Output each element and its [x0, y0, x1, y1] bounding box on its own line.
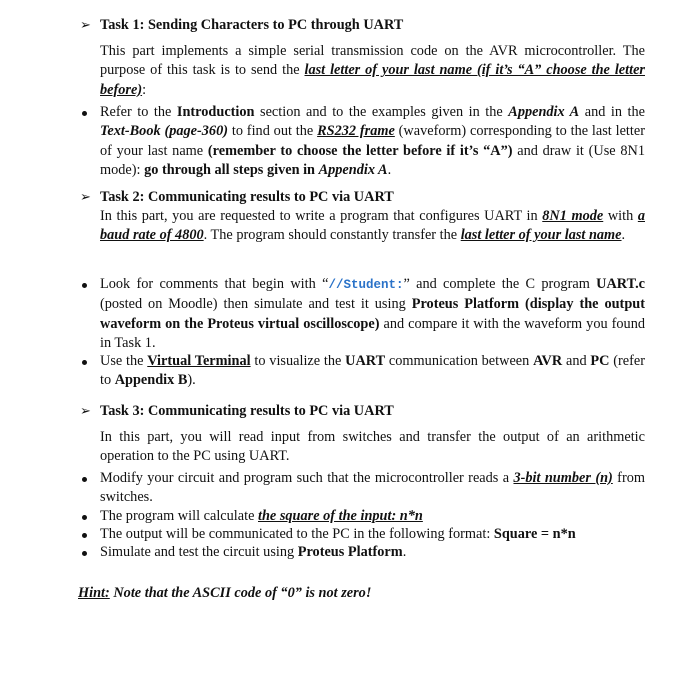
bullet-icon [82, 111, 87, 116]
bullet-icon [82, 551, 87, 556]
task3-bullet-4: Simulate and test the circuit using Proteus Platform. [100, 544, 407, 560]
task1-heading: Task 1: Sending Characters to PC through UART [100, 17, 404, 33]
task2-heading: Task 2: Communicating results to PC via UART [100, 189, 394, 205]
task1-intro-emphasis: last letter of your last name (if it’s “A” choose the letter before) [100, 62, 645, 98]
task3-intro: In this part, you will read input from switches and transfer the output of an arithmetic operation to the PC using UART. [100, 429, 645, 465]
student-comment-code: //Student: [328, 278, 404, 292]
task2-bullet-2: Use the Virtual Terminal to visualize the UART communication between AVR and PC (refer to Appendix B). [100, 353, 645, 389]
bullet-icon [82, 533, 87, 538]
bullet-icon [82, 477, 87, 482]
task1-intro-text: This part implements a simple serial transmission code on the AVR microcontroller. The purpose of this task is to send the [100, 43, 645, 79]
task3-bullet-2: The program will calculate the square of the input: n*n [100, 508, 423, 524]
task3-bullet-1: Modify your circuit and program such that the microcontroller reads a 3-bit number (n) from switches. [100, 470, 645, 506]
task3-bullet-3: The output will be communicated to the PC in the following format: Square = n*n [100, 526, 576, 542]
task3-heading: Task 3: Communicating results to PC via UART [100, 403, 394, 419]
arrow-bullet-icon: ➢ [80, 190, 91, 205]
arrow-bullet-icon: ➢ [80, 404, 91, 419]
hint-note [78, 584, 638, 603]
arrow-bullet-icon: ➢ [80, 18, 91, 33]
task2-bullet-1: Look for comments that begin with “//Student:” and complete the C program UART.c (posted on Moodle) then simulate and test it using Proteus Platform (display the output waveform on the Proteus virtual oscilloscope) and compare it with the waveform you found in Task 1. [100, 276, 645, 351]
task1-intro [100, 42, 645, 100]
task1-bullet: Refer to the Introduction section and to the examples given in the Appendix A and in the Text-Book (page-360) to find out the RS232 frame (waveform) corresponding to the last letter of your last name (remember to choose the letter before if it’s “A”) and draw it (Use 8N1 mode): go through all steps given in Appendix A. [100, 104, 646, 178]
hint-text: Note that the ASCII code of “0” is not zero! [109, 585, 372, 601]
task2-intro: In this part, you are requested to write a program that configures UART in 8N1 mode with a baud rate of 4800. The program should constantly transfer the last letter of your last name. [100, 208, 645, 244]
hint-label: Hint: [78, 585, 110, 601]
bullet-icon [82, 360, 87, 365]
bullet-icon [82, 515, 87, 520]
task1-intro-colon: : [142, 81, 147, 98]
bullet-icon [82, 283, 87, 288]
